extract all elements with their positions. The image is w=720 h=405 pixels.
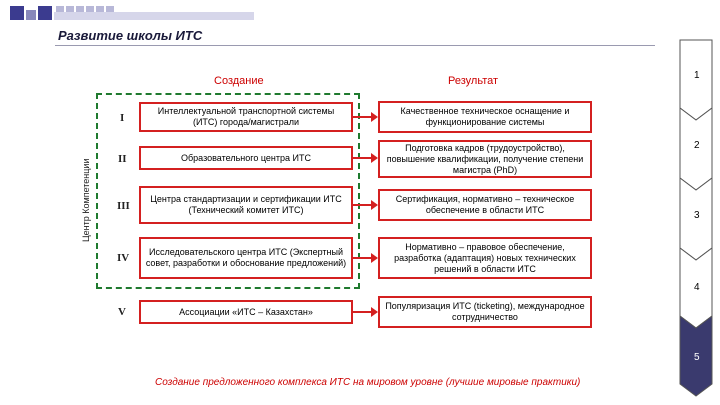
arrow-right-icon — [353, 311, 372, 313]
result-box: Сертификация, нормативно – техническое обеспечение в области ИТС — [378, 189, 592, 221]
row-number: IV — [117, 252, 130, 264]
header-decoration — [10, 6, 260, 22]
arrow-right-icon — [353, 157, 372, 159]
step-number: 5 — [694, 352, 700, 363]
row-number: V — [118, 306, 126, 318]
creation-box: Центра стандартизации и сертификации ИТС (Технический комитет ИТС) — [139, 186, 353, 224]
footer-caption: Создание предложенного комплекса ИТС на мировом уровне (лучшие мировые практики) — [155, 377, 581, 388]
result-box: Качественное техническое оснащение и функционирование системы — [378, 101, 592, 133]
step-number: 2 — [694, 140, 700, 151]
row-number: III — [117, 200, 130, 212]
page-title: Развитие школы ИТС — [58, 28, 203, 43]
creation-box: Исследовательского центра ИТС (Экспертный совет, разработки и обоснование предложений) — [139, 237, 353, 279]
creation-box: Ассоциации «ИТС – Казахстан» — [139, 300, 353, 324]
result-box: Нормативно – правовое обеспечение, разработка (адаптация) новых технических решений в области ИТС — [378, 237, 592, 279]
creation-box: Образовательного центра ИТС — [139, 146, 353, 170]
row-number: I — [120, 112, 125, 124]
row-number: II — [118, 153, 127, 165]
step-number: 3 — [694, 210, 700, 221]
step-number: 4 — [694, 282, 700, 293]
arrow-right-icon — [353, 204, 372, 206]
arrow-right-icon — [353, 116, 372, 118]
column-header-result: Результат — [448, 75, 499, 87]
creation-box: Интеллектуальной транспортной системы (ИТС) города/магистрали — [139, 102, 353, 132]
column-header-creation: Создание — [214, 75, 264, 87]
result-box: Популяризация ИТС (ticketing), международное сотрудничество — [378, 296, 592, 328]
title-divider — [55, 45, 655, 46]
step-number: 1 — [694, 70, 700, 81]
arrow-right-icon — [353, 257, 372, 259]
competence-center-label: Центр Компетенции — [81, 158, 91, 242]
result-box: Подготовка кадров (трудоустройство), повышение квалификации, получение степени магистра (PhD) — [378, 140, 592, 178]
